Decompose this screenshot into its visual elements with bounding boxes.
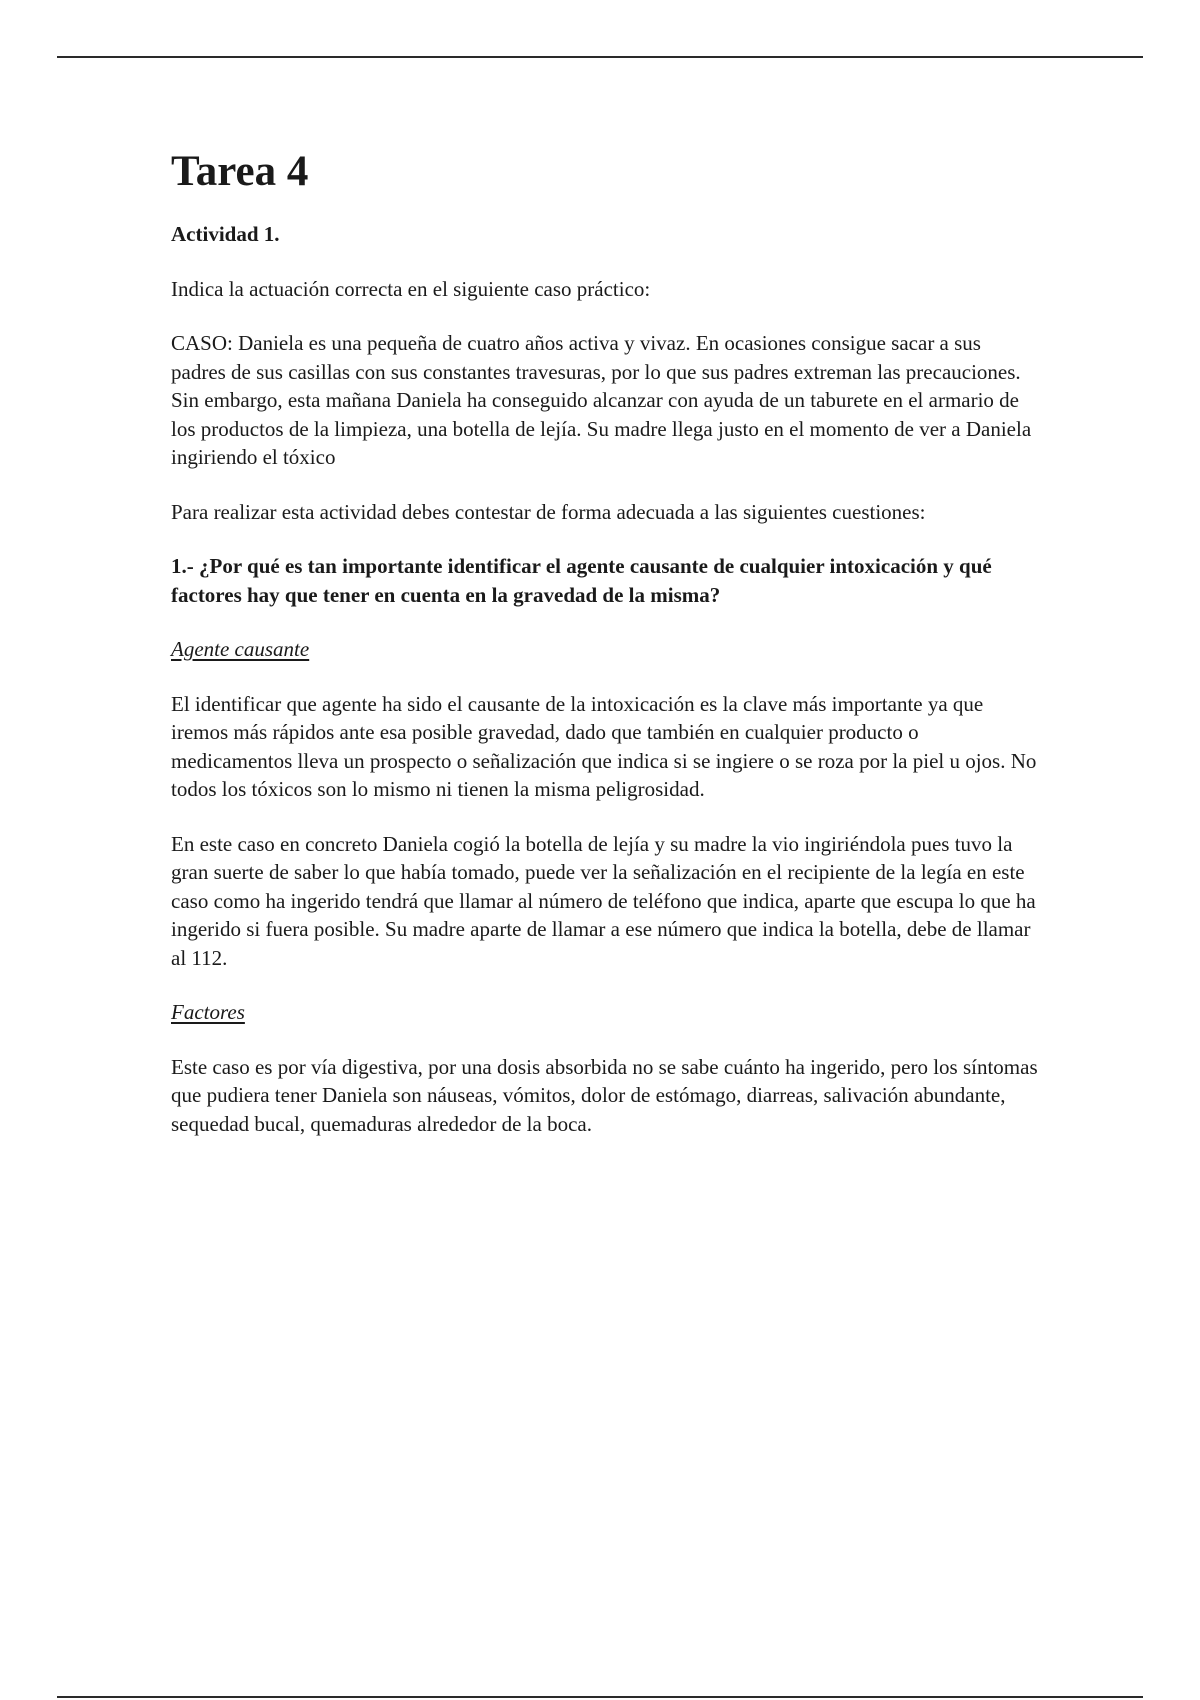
factors-paragraph: Este caso es por vía digestiva, por una dosis absorbida no se sabe cuánto ha ingerido, pero los síntomas que pudiera tener Daniela son náuseas, vómitos, dolor de estómago, diarreas, salivación abundante, sequedad bucal, quemaduras alrededor de la boca.: [171, 1054, 1038, 1136]
agent-paragraph-1: El identificar que agente ha sido el causante de la intoxicación es la clave más importante ya que iremos más rápidos ante esa posible gravedad, dado que también en cualquier producto o medicamentos lleva un prospecto o señalización que indica si se ingiere o se roza por la piel u ojos. No todos los tóxicos son lo mismo ni tienen la misma peligrosidad.: [171, 691, 1037, 801]
top-rule: [57, 56, 1143, 58]
document-title: Tarea 4: [171, 148, 309, 195]
task-paragraph: Para realizar esta actividad debes contestar de forma adecuada a las siguientes cuestiones:: [171, 499, 926, 524]
case-paragraph: CASO: Daniela es una pequeña de cuatro años activa y vivaz. En ocasiones consigue sacar a sus padres de sus casillas con sus constantes travesuras, por lo que sus padres extreman las precauciones. Sin embargo, esta mañana Daniela ha conseguido alcanzar con ayuda de un taburete en el armario de los productos de la limpieza, una botella de lejía. Su madre llega justo en el momento de ver a Daniela ingiriendo el tóxico: [171, 331, 1032, 469]
document-body: [171, 136, 1041, 1138]
agent-paragraph-2: En este caso en concreto Daniela cogió la botella de lejía y su madre la vio ingiriéndola pues tuvo la gran suerte de saber lo que había tomado, puede ver la señalización en el recipiente de la legía en este caso como ha ingerido tendrá que llamar al número de teléfono que indica, aparte que escupa lo que ha ingerido si fuera posible. Su madre aparte de llamar a ese número que indica la botella, debe de llamar al 112.: [171, 831, 1036, 970]
bottom-rule: [57, 1696, 1143, 1698]
subheading-agent: Agente causante: [171, 637, 310, 661]
activity-title: Actividad 1.: [171, 222, 280, 246]
subheading-factors: Factores: [171, 1000, 245, 1024]
question-1: 1.- ¿Por qué es tan importante identificar el agente causante de cualquier intoxicación y qué factores hay que tener en cuenta en la gravedad de la misma?: [171, 554, 992, 607]
instruction-paragraph: Indica la actuación correcta en el siguiente caso práctico:: [171, 276, 651, 301]
